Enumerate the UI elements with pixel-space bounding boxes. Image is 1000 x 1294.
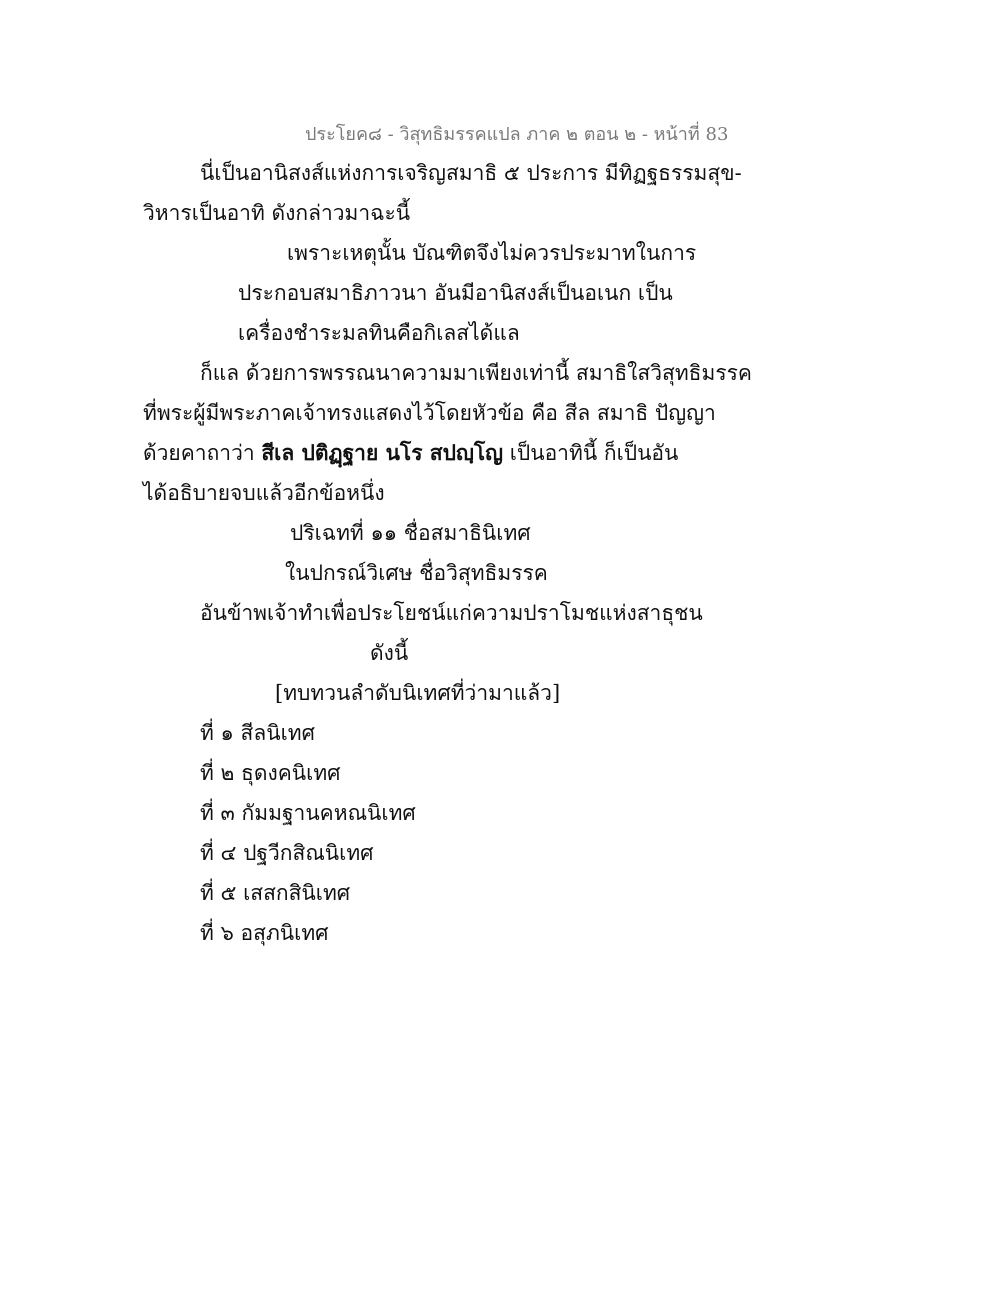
verse-line2: ประกอบสมาธิภาวนา อันมีอานิสงส์เป็นอเนก เป็น (238, 281, 673, 305)
para1-line1: นี่เป็นอานิสงส์แห่งการเจริญสมาธิ ๕ ประการ มีทิฏฐธรรมสุข- (200, 161, 742, 185)
chapter-item: ที่ ๓ กัมมฐานคหณนิเทศ (200, 801, 416, 825)
colophon-line2: ในปกรณ์วิเศษ ชื่อวิสุทธิมรรค (285, 561, 548, 585)
colophon-line4: ดังนี้ (370, 641, 409, 665)
verse-line1: เพราะเหตุนั้น บัณฑิตจึงไม่ควรประมาทในการ (287, 241, 697, 265)
para2-line3-post: เป็นอาทินี้ ก็เป็นอัน (503, 441, 679, 465)
chapter-item: ที่ ๒ ธุดงคนิเทศ (200, 761, 341, 785)
para2-line1: ก็แล ด้วยการพรรณนาความมาเพียงเท่านี้ สมาธิใสวิสุทธิมรรค (200, 361, 752, 385)
page-header: ประโยค๘ - วิสุทธิมรรคแปล ภาค ๒ ตอน ๒ - หน้าที่ 83 (305, 124, 729, 145)
chapter-item: ที่ ๑ สีลนิเทศ (200, 721, 315, 745)
verse-line3: เครื่องชำระมลทินคือกิเลสได้แล (238, 321, 520, 345)
para2-line3-pre: ด้วยคาถาว่า (143, 441, 262, 465)
colophon-line3: อันข้าพเจ้าทำเพื่อประโยชน์แก่ความปราโมชแห่งสาธุชน (200, 601, 703, 625)
pali-verse-quote: สีเล ปติฏฺฐาย นโร สปญฺโญ (261, 440, 504, 465)
colophon-line1: ปริเฉทที่ ๑๑ ชื่อสมาธินิเทศ (290, 521, 531, 545)
chapter-item: ที่ ๖ อสุภนิเทศ (200, 921, 329, 945)
summary-title: [ทบทวนลำดับนิเทศที่ว่ามาแล้ว] (275, 681, 561, 705)
para2-line4: ได้อธิบายจบแล้วอีกข้อหนึ่ง (143, 481, 385, 505)
chapter-item: ที่ ๔ ปฐวีกสิณนิเทศ (200, 841, 374, 865)
chapter-item: ที่ ๕ เสสกสินิเทศ (200, 881, 351, 905)
para1-line2: วิหารเป็นอาทิ ดังกล่าวมาฉะนี้ (143, 201, 411, 225)
para2-line3 (143, 438, 678, 468)
para2-line2: ที่พระผู้มีพระภาคเจ้าทรงแสดงไว้โดยหัวข้อ คือ สีล สมาธิ ปัญญา (143, 401, 716, 425)
